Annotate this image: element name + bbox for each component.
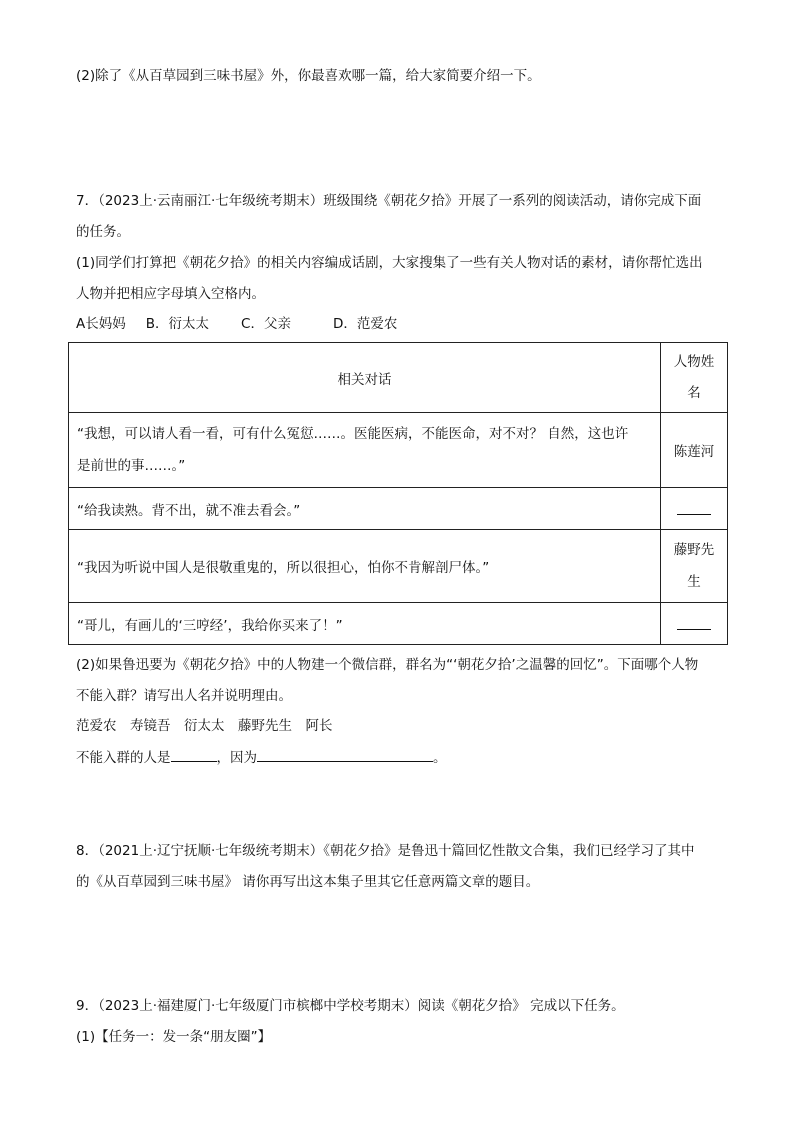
q7-title-line1: 7．（2023上·云南丽江·七年级统考期末）班级围绕《朝花夕拾》开展了一系列的阅读活动，请你完成下面	[76, 193, 702, 209]
dialogue-table	[68, 342, 728, 645]
name-cell: 藤野先 生	[661, 530, 728, 603]
q7-part2-line1: (2)如果鲁迅要为《朝花夕拾》中的人物建一个微信群，群名为“‘朝花夕拾’之温馨的回忆”。下面哪个人物	[76, 657, 699, 673]
q7-names-list: 范爱农 寿镜吾 衍太太 藤野先生 阿长	[76, 718, 333, 734]
name-answer-blank[interactable]	[661, 603, 728, 645]
q9-line2: (1)【任务一：发一条“朋友圈”】	[76, 1029, 272, 1045]
option-b: B．衍太太	[145, 316, 210, 332]
dialogue-cell: “哥儿，有画儿的‘三哼经’，我给你买来了！”	[69, 603, 661, 645]
reason-answer-blank[interactable]	[257, 747, 433, 762]
name-cell: 陈莲河	[661, 413, 728, 488]
table-row	[69, 530, 728, 603]
option-a: A长妈妈	[76, 316, 126, 332]
dialogue-cell: “给我读熟。背不出，就不准去看会。”	[69, 488, 661, 530]
table-row	[69, 488, 728, 530]
dialogue-cell: “我因为听说中国人是很敬重鬼的，所以很担心，怕你不肯解剖尸体。”	[69, 530, 661, 603]
name-answer-blank[interactable]	[661, 488, 728, 530]
q7-fill-line: 不能入群的人是 ，因为 。	[76, 747, 447, 768]
q9-line1: 9．（2023上·福建厦门·七年级厦门市槟榔中学校考期末）阅读《朝花夕拾》 完成以下任务。	[76, 998, 625, 1014]
table-header-row	[69, 343, 728, 413]
q8-line2: 的《从百草园到三味书屋》 请你再写出这本集子里其它任意两篇文章的题目。	[76, 874, 540, 890]
q7-options	[76, 314, 397, 334]
header-name: 人物姓 名	[661, 343, 728, 413]
q7-part2-line2: 不能入群？请写出人名并说明理由。	[76, 688, 292, 704]
person-answer-blank[interactable]	[171, 747, 217, 762]
header-dialogue: 相关对话	[69, 343, 661, 413]
q7-part1-line1: (1)同学们打算把《朝花夕拾》的相关内容编成话剧，大家搜集了一些有关人物对话的素材，请你帮忙选出	[76, 255, 703, 271]
table-row	[69, 413, 728, 488]
q7-part1-line2: 人物并把相应字母填入空格内。	[76, 286, 265, 302]
option-d: D．范爱农	[332, 316, 398, 332]
table-row	[69, 603, 728, 645]
option-c: C．父亲	[241, 316, 291, 332]
q6-part2-text: (2)除了《从百草园到三味书屋》外，你最喜欢哪一篇，给大家简要介绍一下。	[76, 68, 541, 84]
dialogue-cell: “我想，可以请人看一看，可有什么冤愆……。医能医病，不能医命，对不对？ 自然，这也许 是前世的事……。”	[69, 413, 661, 488]
q8-line1: 8．（2021上·辽宁抚顺·七年级统考期末）《朝花夕拾》是鲁迅十篇回忆性散文合集，我们已经学习了其中	[76, 843, 695, 859]
q7-title-line2: 的任务。	[76, 224, 130, 240]
